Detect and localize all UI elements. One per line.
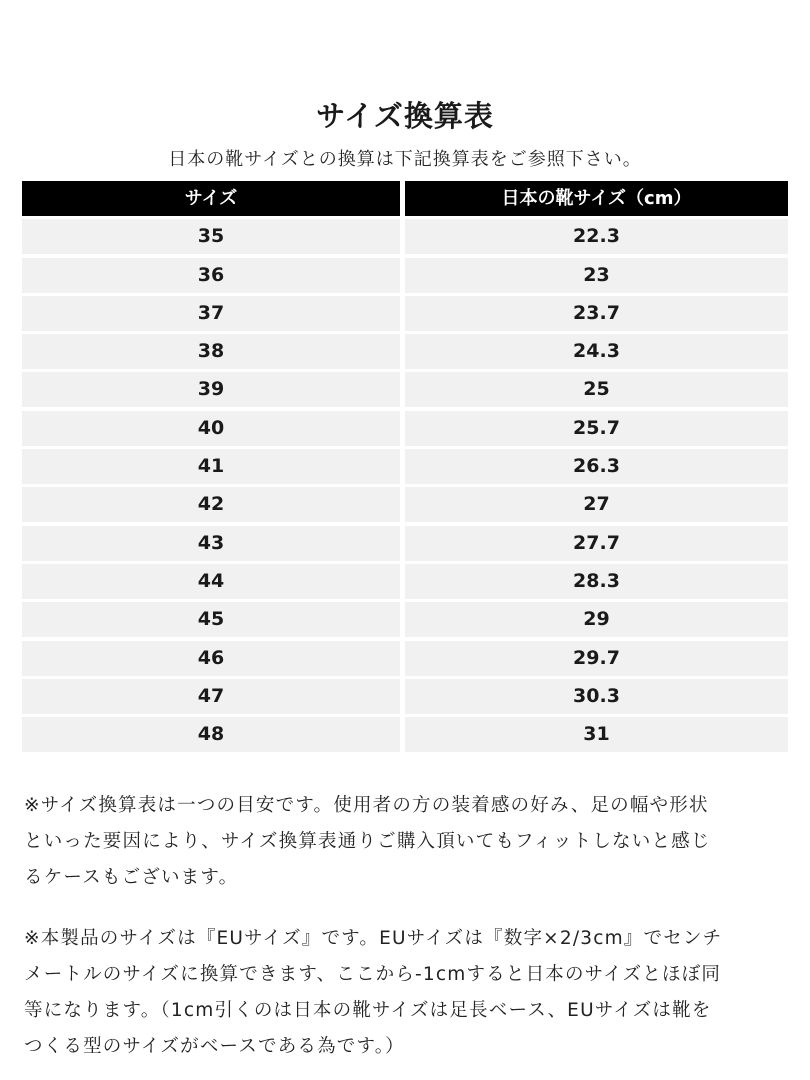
note-line: るケースもございます。 (24, 867, 239, 888)
eu-size-cell: 40 (22, 411, 400, 446)
jp-size-cell: 29.7 (405, 641, 788, 676)
note-line: ※サイズ換算表は一つの目安です。使用者の方の装着感の好み、足の幅や形状 (24, 795, 709, 816)
note-paragraph-2 (24, 921, 794, 1065)
table-row (22, 372, 788, 407)
table-row (22, 679, 788, 714)
note-line: ※本製品のサイズは『EUサイズ』です。EUサイズは『数字×2/3cm』でセンチ (24, 928, 723, 949)
jp-size-cell: 23 (405, 258, 788, 293)
header-jp-size: 日本の靴サイズ（cm） (405, 181, 788, 216)
eu-size-cell: 38 (22, 334, 400, 369)
table-row (22, 641, 788, 676)
eu-size-cell: 37 (22, 296, 400, 331)
table-row (22, 526, 788, 561)
jp-size-cell: 22.3 (405, 219, 788, 254)
note-line: メートルのサイズに換算できます、ここから-1cmすると日本のサイズとほぼ同 (24, 964, 722, 985)
table-header-row (22, 181, 788, 216)
jp-size-cell: 30.3 (405, 679, 788, 714)
table-row (22, 296, 788, 331)
table-row (22, 411, 788, 446)
table-row (22, 449, 788, 484)
note-line: 等になります。（1cm引くのは日本の靴サイズは足長ベース、EUサイズは靴を (24, 1000, 712, 1021)
jp-size-cell: 26.3 (405, 449, 788, 484)
table-row (22, 487, 788, 522)
header-eu-size: サイズ (22, 181, 400, 216)
eu-size-cell: 35 (22, 219, 400, 254)
jp-size-cell: 27.7 (405, 526, 788, 561)
page-subtitle: 日本の靴サイズとの換算は下記換算表をご参照下さい。 (168, 149, 642, 170)
table-row (22, 717, 788, 752)
eu-size-cell: 46 (22, 641, 400, 676)
jp-size-cell: 24.3 (405, 334, 788, 369)
jp-size-cell: 25 (405, 372, 788, 407)
eu-size-cell: 47 (22, 679, 400, 714)
eu-size-cell: 48 (22, 717, 400, 752)
eu-size-cell: 45 (22, 602, 400, 637)
notes-section (24, 788, 794, 1065)
page-title: サイズ換算表 (316, 99, 494, 133)
table-body (22, 219, 788, 752)
size-conversion-table (22, 181, 788, 755)
table-row (22, 564, 788, 599)
jp-size-cell: 27 (405, 487, 788, 522)
table-row (22, 219, 788, 254)
table-row (22, 334, 788, 369)
jp-size-cell: 25.7 (405, 411, 788, 446)
note-line: といった要因により、サイズ換算表通りご購入頂いてもフィットしないと感じ (24, 831, 711, 852)
jp-size-cell: 31 (405, 717, 788, 752)
eu-size-cell: 39 (22, 372, 400, 407)
jp-size-cell: 28.3 (405, 564, 788, 599)
jp-size-cell: 23.7 (405, 296, 788, 331)
note-spacer (24, 896, 794, 921)
eu-size-cell: 42 (22, 487, 400, 522)
note-paragraph-1 (24, 788, 794, 896)
eu-size-cell: 44 (22, 564, 400, 599)
table-row (22, 602, 788, 637)
jp-size-cell: 29 (405, 602, 788, 637)
eu-size-cell: 41 (22, 449, 400, 484)
eu-size-cell: 36 (22, 258, 400, 293)
table-row (22, 258, 788, 293)
note-line: つくる型のサイズがベースである為です。） (24, 1036, 405, 1057)
eu-size-cell: 43 (22, 526, 400, 561)
